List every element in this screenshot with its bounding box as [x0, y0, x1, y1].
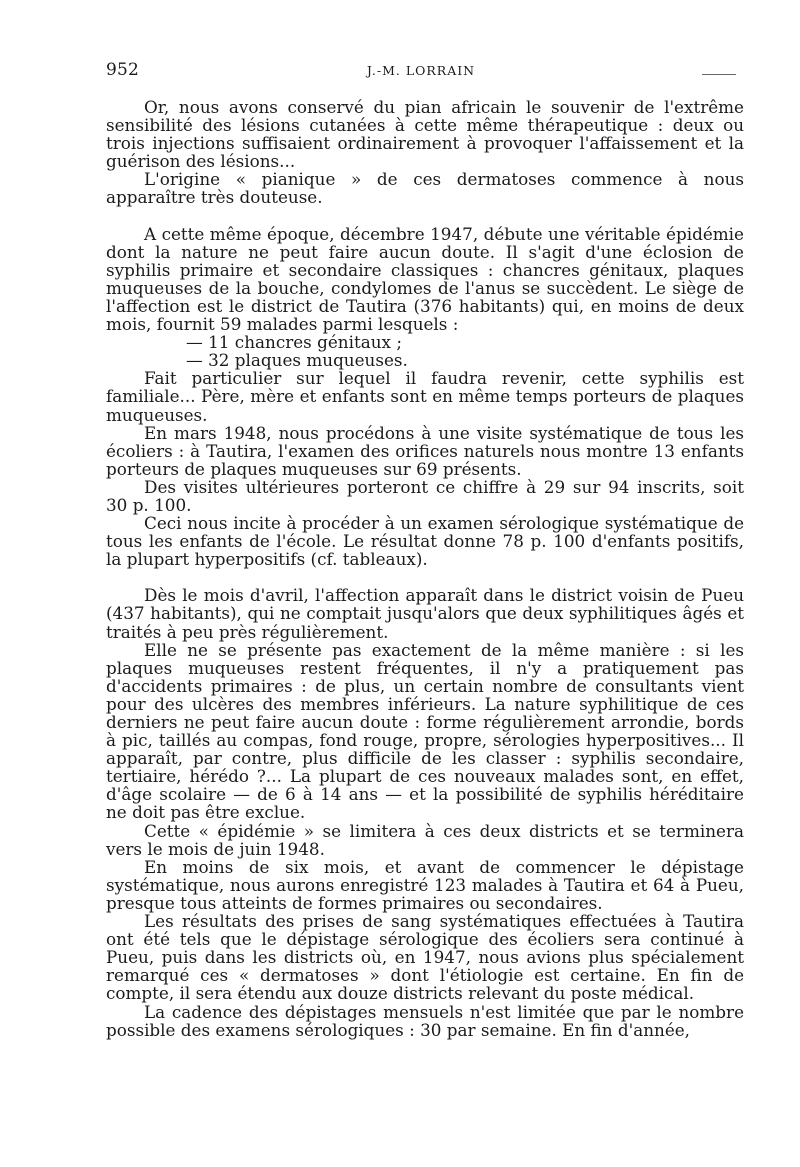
paragraph-12: Les résultats des prises de sang systématiques effectuées à Tautira ont été tels que le dépistage sérologique des écoliers sera continué à Pueu, puis dans les districts où, en 1947, nous avions plus spécialement remarqué ces « dermatoses » dont l'étiologie est certaine. En fin de compte, il sera étendu aux douze districts relevant du poste médical.: [106, 911, 744, 1004]
paragraph-4: Fait particulier sur lequel il faudra revenir, cette syphilis est familiale... Père, mère et enfants sont en même temps porteurs de plaques muqueuses.: [106, 368, 744, 425]
paragraph-1: Or, nous avons conservé du pian africain le souvenir de l'extrême sensibilité des lésions cutanées à cette même thérapeutique : deux ou trois injections suffisaient ordinairement à provoquer l'affaissement et la guérison des lésions...: [106, 97, 744, 172]
running-head-author: J.-M. LORRAIN: [366, 63, 476, 78]
paragraph-8: Dès le mois d'avril, l'affection apparaît dans le district voisin de Pueu (437 habitants), qui ne comptait jusqu'alors que deux syphilitiques âgés et traités à peu près régulièrement.: [106, 585, 744, 642]
list-item: — 11 chancres génitaux ;: [186, 332, 402, 353]
header-rule: [702, 74, 736, 75]
paragraph-5: En mars 1948, nous procédons à une visite systématique de tous les écoliers : à Tautira, l'examen des orifices naturels nous montre 13 enfants porteurs de plaques muqueuses sur 69 présents.: [106, 422, 744, 479]
paragraph-6: Des visites ultérieures porteront ce chiffre à 29 sur 94 inscrits, soit 30 p. 100.: [106, 476, 744, 515]
paragraph-10: Cette « épidémie » se limitera à ces deux districts et se terminera vers le mois de juin 1948.: [106, 820, 744, 859]
body-text: [106, 98, 744, 1039]
paragraph-3: A cette même époque, décembre 1947, débute une véritable épidémie dont la nature ne peut faire aucun doute. Il s'agit d'une éclosion de syphilis primaire et secondaire classiques : chancres génitaux, plaques muqueuses de la bouche, condylomes de l'anus se succèdent. Le siège de l'affection est le district de Tautira (376 habitants) qui, en moins de deux mois, fournit 59 malades parmi lesquels :: [106, 223, 744, 335]
paragraph-7: Ceci nous incite à procéder à un examen sérologique systématique de tous les enfants de l'école. Le résultat donne 78 p. 100 d'enfants positifs, la plupart hyperpositifs (cf. tableaux).: [106, 513, 744, 570]
list-item: — 32 plaques muqueuses.: [186, 350, 408, 371]
lesion-list: [106, 333, 744, 369]
page-number: 952: [106, 60, 140, 80]
paragraph-11: En moins de six mois, et avant de commencer le dépistage systématique, nous aurons enregistré 123 malades à Tautira et 64 à Pueu, presque tous atteints de formes primaires ou secondaires.: [106, 856, 744, 913]
paragraph-9: Elle ne se présente pas exactement de la même manière : si les plaques muqueuses restent fréquentes, il n'y a pratiquement pas d'accidents primaires : de plus, un certain nombre de consultants vient pour des ulcères des membres inférieurs. La nature syphilitique de ces derniers ne peut faire aucun doute : forme régulièrement arrondie, bords à pic, taillés au compas, fond rouge, propre, sérologies hyperpositives... Il apparaît, par contre, plus difficile de les classer : syphilis secondaire, tertiaire, hérédo ?... La plupart de ces nouveaux malades sont, en effet, d'âge scolaire — de 6 à 14 ans — et la possibilité de syphilis héréditaire ne doit pas être exclue.: [106, 639, 744, 823]
page-header: [106, 60, 736, 86]
paragraph-2: L'origine « pianique » de ces dermatoses commence à nous apparaître très douteuse.: [106, 169, 744, 208]
paragraph-13: La cadence des dépistages mensuels n'est limitée que par le nombre possible des examens sérologiques : 30 par semaine. En fin d'année,: [106, 1001, 744, 1040]
